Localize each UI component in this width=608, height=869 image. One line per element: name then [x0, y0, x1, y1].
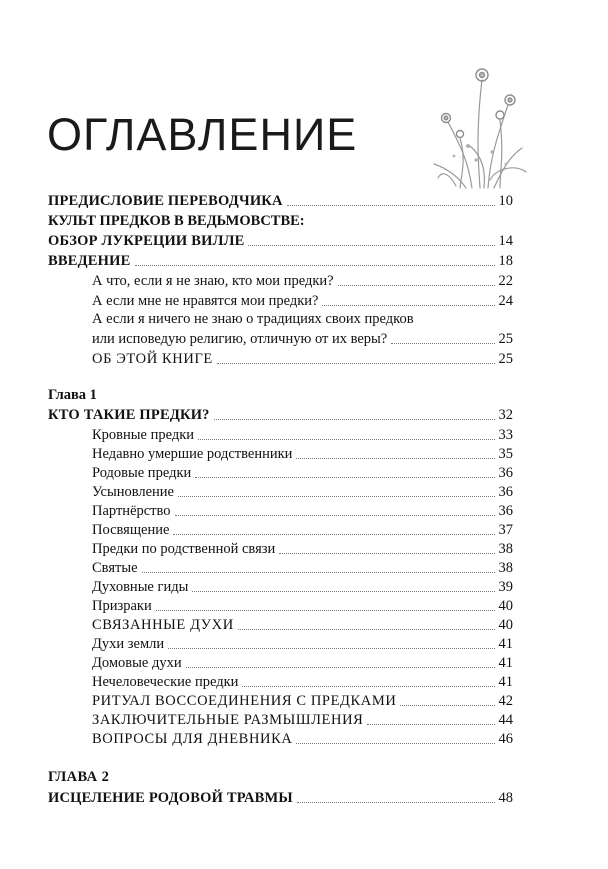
toc-page-number: 24 — [498, 293, 513, 309]
dot-leader — [279, 553, 494, 554]
chapter-1-label: Глава 1 — [48, 387, 97, 403]
toc-entry-title: Духовные гиды — [92, 579, 189, 595]
toc-page-number: 38 — [498, 560, 513, 576]
dot-leader — [296, 458, 494, 459]
chapter-1-title[interactable] — [48, 404, 513, 424]
toc-entry-title: Святые — [92, 560, 138, 576]
dot-leader — [242, 686, 494, 687]
toc-entry-translator-preface[interactable] — [48, 190, 513, 210]
toc-entry-introduction[interactable] — [48, 250, 513, 270]
toc-entry-title: Родовые предки — [92, 465, 192, 481]
toc-entry-kinship-ancestors[interactable] — [92, 538, 513, 558]
dot-leader — [173, 534, 494, 535]
dot-leader — [175, 515, 495, 516]
toc-entry-title: ВВЕДЕНИЕ — [48, 253, 131, 269]
toc-page-number: 41 — [498, 674, 513, 690]
toc-page-number: 33 — [498, 427, 513, 443]
toc-page-number: 10 — [498, 193, 513, 209]
toc-entry-adoption[interactable] — [92, 481, 513, 501]
toc-page-number: 37 — [498, 522, 513, 538]
dot-leader — [142, 572, 495, 573]
toc-entry-title: СВЯЗАННЫЕ ДУХИ — [92, 617, 234, 633]
dot-leader — [248, 245, 494, 246]
toc-entry-title: ЗАКЛЮЧИТЕЛЬНЫЕ РАЗМЫШЛЕНИЯ — [92, 712, 364, 728]
toc-entry-title: Недавно умершие родственники — [92, 446, 293, 462]
dot-leader — [135, 265, 495, 266]
toc-page-number: 14 — [498, 233, 513, 249]
toc-entry-title: ОБЗОР ЛУКРЕЦИИ ВИЛЛЕ — [48, 233, 245, 249]
dot-leader — [214, 419, 495, 420]
toc-entry-house-spirits[interactable] — [92, 652, 513, 672]
toc-page-number: 41 — [498, 636, 513, 652]
toc-entry-title: РИТУАЛ ВОССОЕДИНЕНИЯ С ПРЕДКАМИ — [92, 693, 397, 709]
toc-page-number: 40 — [498, 617, 513, 633]
toc-entry-overview[interactable] — [48, 230, 513, 250]
toc-entry-lineage-ancestors[interactable] — [92, 462, 513, 482]
dot-leader — [238, 629, 495, 630]
chapter-2-label: ГЛАВА 2 — [48, 769, 110, 785]
dot-leader — [168, 648, 494, 649]
dot-leader — [400, 705, 494, 706]
toc-entry-title: Посвящение — [92, 522, 170, 538]
toc-entry-dont-like-ancestors[interactable] — [92, 290, 513, 310]
toc-entry-title: ПРЕДИСЛОВИЕ ПЕРЕВОДЧИКА — [48, 193, 283, 209]
toc-page-number: 22 — [498, 273, 513, 289]
dot-leader — [195, 477, 494, 478]
toc-entry-title: Партнёрство — [92, 503, 171, 519]
toc-entry-title: Усыновление — [92, 484, 174, 500]
toc-entry-title: КТО ТАКИЕ ПРЕДКИ? — [48, 407, 210, 423]
toc-entry-traditions-line2[interactable] — [92, 328, 513, 348]
toc-entry-title: Кровные предки — [92, 427, 195, 443]
toc-entry-dont-know-ancestors[interactable] — [92, 270, 513, 290]
toc-page-number: 18 — [498, 253, 513, 269]
dot-leader — [297, 802, 495, 803]
toc-entry-ghosts[interactable] — [92, 595, 513, 615]
toc-entry-title: Духи земли — [92, 636, 165, 652]
toc-entry-title: А если мне не нравятся мои предки? — [92, 293, 319, 309]
toc-entry-title: или исповедую религию, отличную от их веры? — [92, 331, 388, 347]
page-title: ОГЛАВЛЕНИЕ — [47, 109, 358, 160]
toc-entry-title: А что, если я не знаю, кто мои предки? — [92, 273, 334, 289]
toc-page-number: 35 — [498, 446, 513, 462]
toc-page-number: 41 — [498, 655, 513, 671]
dot-leader — [367, 724, 494, 725]
toc-page-number: 42 — [498, 693, 513, 709]
dot-leader — [192, 591, 494, 592]
toc-page-number: 44 — [498, 712, 513, 728]
toc-entry-title: Домовые духи — [92, 655, 182, 671]
toc-entry-witchcraft-cult[interactable]: КУЛЬТ ПРЕДКОВ В ВЕДЬМОВСТВЕ: — [48, 213, 305, 229]
toc-entry-title: Предки по родственной связи — [92, 541, 276, 557]
toc-entry-saints[interactable] — [92, 557, 513, 577]
dot-leader — [287, 205, 495, 206]
toc-entry-spirit-guides[interactable] — [92, 576, 513, 596]
toc-entry-journal-questions[interactable] — [92, 728, 513, 748]
toc-entry-title: ОБ ЭТОЙ КНИГЕ — [92, 351, 213, 367]
toc-entry-initiation[interactable] — [92, 519, 513, 539]
toc-entry-bound-spirits[interactable] — [92, 614, 513, 634]
dot-leader — [296, 743, 494, 744]
toc-page-number: 40 — [498, 598, 513, 614]
dot-leader — [217, 363, 495, 364]
dot-leader — [186, 667, 495, 668]
toc-page-number: 25 — [498, 351, 513, 367]
toc-page-number: 32 — [498, 407, 513, 423]
toc-page-number: 25 — [498, 331, 513, 347]
toc-entry-blood-ancestors[interactable] — [92, 424, 513, 444]
toc-entry-final-reflections[interactable] — [92, 709, 513, 729]
toc-entry-reunion-ritual[interactable] — [92, 690, 513, 710]
toc-entry-title: Призраки — [92, 598, 152, 614]
toc-entry-earth-spirits[interactable] — [92, 633, 513, 653]
toc-entry-partnership[interactable] — [92, 500, 513, 520]
toc-page-number: 36 — [498, 465, 513, 481]
toc-page-number: 46 — [498, 731, 513, 747]
toc-page-number: 36 — [498, 484, 513, 500]
dot-leader — [178, 496, 495, 497]
toc-entry-nonhuman-ancestors[interactable] — [92, 671, 513, 691]
dot-leader — [391, 343, 494, 344]
toc-page-number: 38 — [498, 541, 513, 557]
toc-page-number: 48 — [498, 790, 513, 806]
chapter-2-title[interactable] — [48, 787, 513, 807]
dot-leader — [322, 305, 494, 306]
dot-leader — [198, 439, 494, 440]
toc-page-number: 36 — [498, 503, 513, 519]
dot-leader — [338, 285, 495, 286]
toc-entry-traditions-line1[interactable]: А если я ничего не знаю о традициях своих предков — [92, 311, 414, 327]
toc-entry-recently-deceased[interactable] — [92, 443, 513, 463]
toc-entry-title: Нечеловеческие предки — [92, 674, 239, 690]
toc-entry-title: ИСЦЕЛЕНИЕ РОДОВОЙ ТРАВМЫ — [48, 790, 293, 806]
toc-page-number: 39 — [498, 579, 513, 595]
toc-entry-title: ВОПРОСЫ ДЛЯ ДНЕВНИКА — [92, 731, 293, 747]
dot-leader — [156, 610, 495, 611]
toc-entry-about-book[interactable] — [92, 348, 513, 368]
